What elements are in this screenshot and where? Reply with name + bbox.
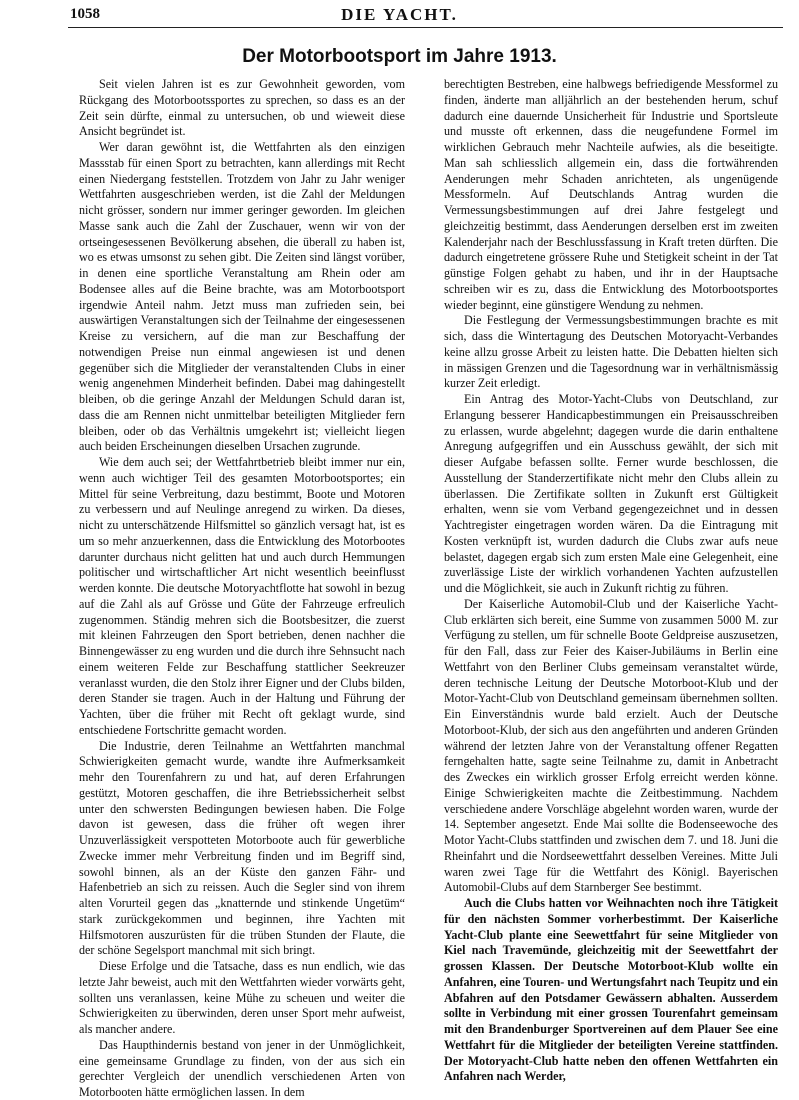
right-column xyxy=(444,77,778,1085)
paragraph: Wie dem auch sei; der Wettfahrtbetrieb bleibt immer nur ein, wenn auch wichtiger Teil des gesamten Motorbootsportes; ein Mittel für seine Verbreitung, dazu bestimmt, Boote und Motoren zu verbessern und auf Neulinge anregend zu wirken. Da dieses, nicht zu unterschätzende Hilfsmittel so gänzlich versagt hat, ist es um so mehr anzuerkennen, dass die Entwicklung des Motorbootes darunter durchaus nicht gelitten hat und auch durch Hemmungen politischer und wirtschaftlicher Art nicht wesentlich beeinflusst werden konnte. Die deutsche Motoryachtflotte hat sowohl in bezug auf die Zahl als auf Grösse und Güte der Fahrzeuge erfreulich zugenommen. Ständig mehren sich die Bootsbesitzer, die zuerst mit kleinen Fahrzeugen den Sport betrieben, denen nachher die Binnengewässer zu eng wurden und die durch ihre Sehnsucht nach einem weiteren Felde zur Beschaffung stattlicher Seekreuzer veranlasst wurden, die den Stolz ihrer Eigner und der Clubs bilden, deren Stander sie tragen. Auch in der Haltung und Führung der Yachten, über die früher mit Recht oft geklagt wurde, sind entschiedene Fortschritte gemacht worden. xyxy=(79,455,405,737)
header-rule xyxy=(68,27,783,28)
page-number: 1058 xyxy=(70,6,100,22)
paragraph: Die Festlegung der Vermessungsbestimmungen brachte es mit sich, dass die Wintertagung des Deutschen Motoryacht-Verbandes keine allzu grosse Arbeit zu leisten hatte. Die Debatten hielten sich in mässigen Grenzen und die Tagesordnung war in verhältnismässig kurzer Zeit erledigt. xyxy=(444,313,778,391)
running-head: DIE YACHT. xyxy=(341,5,458,24)
paragraph: Die Industrie, deren Teilnahme an Wettfahrten manchmal Schwierigkeiten gemacht wurde, wandte ihre Aufmerksamkeit mehr den Tourenfahrern zu und hat, auf deren Erfahrungen gestützt, Motoren geschaffen, die ihre Betriebssicherheit selbst unter den schwersten Bedingungen bewiesen haben. Die Folge davon ist gewesen, dass die früher oft wegen ihrer Unzuverlässigkeit verspotteten Motorboote auch für gewerbliche Zwecke immer mehr Verbreitung finden und im Begriff sind, sowohl binnen, als an der Küste den ganzen Fähr- und Hafenbetrieb an sich zu reissen. Auch die Segler sind von ihrem alten Vorurteil gegen das „knatternde und stinkende Ungetüm“ stark zurückgekommen und beginnen, ihre Yachten mit Hilfsmotoren auszurüsten für die trüben Stunden der Flaute, die der schöne Segelsport manchmal mit sich bringt. xyxy=(79,738,405,958)
paragraph: Das Haupthindernis bestand von jener in der Unmöglichkeit, eine gemeinsame Grundlage zu finden, von der aus sich ein gerechter Vergleich der unendlich verschiedenen Arten von Motorbooten hätte ermöglichen lassen. In dem xyxy=(79,1037,405,1099)
left-column xyxy=(79,77,405,1100)
paragraph: Wer daran gewöhnt ist, die Wettfahrten als den einzigen Massstab für einen Sport zu betrachten, kann allerdings mit Recht einen Niedergang feststellen. Trotzdem von Jahr zu Jahr weniger Wettfahrten ausgeschrieben werden, ist die Zahl der Meldungen nicht grösser, sondern nur immer geringer geworden. Im gleichen Masse sank auch die Zahl der Zuschauer, wenn wir von der ortseingesessenen Bevölkerung absehen, die überall zu haben ist, wo es etwas umsonst zu sehen gibt. Die Zeiten sind längst vorüber, in denen eine sportliche Veranstaltung am Rhein oder am Bodensee alles auf die Beine brachte, was am Motorbootsport irgendwie Anteil nahm. Jetzt muss man zufrieden sein, bei auswärtigen Veranstaltungen sich der Teilnahme der eingesessenen Kreise zu versichern, auf die man zur Beschaffung der notwendigen Preise nun einmal angewiesen ist und denen gegenüber sich die Mitglieder der veranstaltenden Clubs in einer wenig angenehmen Minderheit befinden. Dabei mag dahingestellt bleiben, ob die geringe Anzahl der Meldungen Schuld daran ist, dass die am Rennen nicht unmittelbar beteiligten Mitglieder fern bleiben, oder ob das Verhältnis umgekehrt ist; vielleicht liegen auch beiden Erscheinungen dieselben Ursachen zugrunde. xyxy=(79,140,405,454)
paragraph-continued: berechtigten Bestreben, eine halbwegs befriedigende Messformel zu finden, änderte man alljährlich an der bestehenden herum, schuf dadurch eine dauernde Unsicherheit für Industrie und Sportsleute und musste oft erkennen, dass die neugefundene Formel im wirklichen Gebrauch mehr Nachteile aufwies, als die beseitigte. Man sah schliesslich allgemein ein, dass die fortwährenden Aenderungen mehr Schaden anrichteten, als ungenügende Messformeln. Auf Deutschlands Antrag wurden die Vermessungsbestimmungen auf drei Jahre festgelegt und gleichzeitig bestimmt, dass Aenderungen derselben erst im zweiten Kalenderjahr nach der Beschlussfassung in Kraft treten dürften. Die dadurch eingetretene grössere Ruhe und Stetigkeit scheint in der Tat günstige Folgen gehabt zu haben, und ihr in der Hauptsache schreiben wir es zu, dass die Entwicklung des Motorbootsportes wieder beginnt, eine günstigere Wendung zu nehmen. xyxy=(444,77,778,312)
paragraph: Seit vielen Jahren ist es zur Gewohnheit geworden, vom Rückgang des Motorbootssportes zu sprechen, so dass es an der Zeit sein dürfte, einmal zu untersuchen, ob und wieweit diese Ansicht begründet ist. xyxy=(79,77,405,139)
paragraph: Auch die Clubs hatten vor Weihnachten noch ihre Tätigkeit für den nächsten Sommer vorherbestimmt. Der Kaiserliche Yacht-Club plante eine Seewettfahrt für seine Mitglieder von Kiel nach Travemünde, gleichzeitig mit der Seewettfahrt der grossen Klassen. Der Deutsche Motorboot-Klub wollte ein Anfahren, eine Touren- und Wertungsfahrt nach Teupitz und ein Abfahren auf den Potsdamer Gewässern abhalten. Ausserdem sollte in Verbindung mit einer grossen Tourenfahrt gemeinsam mit den Brandenburger Sportvereinen auf dem Plauer See eine Wettfahrt für die Mitglieder der beteiligten Vereine stattfinden. Der Motoryacht-Club hatte neben den offenen Wettfahrten ein Anfahren nach Werder, xyxy=(444,896,778,1084)
paragraph: Diese Erfolge und die Tatsache, dass es nun endlich, wie das letzte Jahr beweist, auch mit den Wettfahrten wieder vorwärts geht, sollten uns veranlassen, keine Mühe zu scheuen und weiter die Schwierigkeiten zu überwinden, deren unser Sport mehr aufweist, als mancher andere. xyxy=(79,959,405,1036)
paragraph: Ein Antrag des Motor-Yacht-Clubs von Deutschland, zur Erlangung besserer Handicapbestimmungen ein Preisausschreiben zu erlassen, wurde abgelehnt; dagegen wurde die darin enthaltene Anregung aufgegriffen und ein Ausschuss gewählt, der sich mit dieser Aufgabe befassen sollte. Ferner wurde beschlossen, die Ausstellung der Standerzertifikate nicht mehr den Clubs allein zu überlassen. Die Zertifikate sollten in Zukunft erst Gültigkeit erhalten, wenn sie vom Verband gegengezeichnet und in dessen Yachtregister eingetragen worden wären. Da die Eintragung mit Kosten verknüpft ist, wurden dadurch die Clubs zwar aufs neue belastet, dagegen ergab sich zum ersten Male eine Gelegenheit, eine zuverlässige Liste der wirklich vorhandenen Yachten aufzustellen und die Möglichkeit, sie auch in Zukunft richtig zu führen. xyxy=(444,392,778,595)
article-title: Der Motorbootsport im Jahre 1913. xyxy=(242,46,557,67)
paragraph: Der Kaiserliche Automobil-Club und der Kaiserliche Yacht-Club erklärten sich bereit, eine Summe von zusammen 5000 M. zur Verfügung zu stellen, um für schnelle Boote Geldpreise auszusetzen, für den Fall, dass zur Feier des Kaiser-Jubiläums in Berlin eine Wettfahrt von den Berliner Clubs gemeinsam veranstaltet würde, deren technische Leitung der Deutsche Motorboot-Klub und der Motor-Yacht-Club von Deutschland gemeinsam übernehmen sollten. Ein Einverständnis wurde bald erzielt. Auch der Deutsche Motorboot-Klub, der sich aus den angeführten und anderen Gründen während der letzten Jahre von der Veranstaltung offener Regatten ferngehalten hatte, sagte seine Teilnahme zu, damit in Anbetracht des Zweckes ein wirklich grosser Erfolg erreicht werden könne. Einige Schwierigkeiten machte die Zeitbestimmung. Nachdem verschiedene andere Vorschläge abgelehnt worden waren, wurde der 14. September angesetzt. Ende Mai sollte die Bodenseewoche des Motor Yacht-Clubs stattfinden und zwischen dem 7. und 18. Juni die Rheinfahrt und die Nordseewettfahrt desselben Vereines. Mitte Juli waren zwei Tage für die Wettfahrt des Königl. Bayerischen Automobil-Clubs auf dem Starnberger See bestimmt. xyxy=(444,596,778,895)
